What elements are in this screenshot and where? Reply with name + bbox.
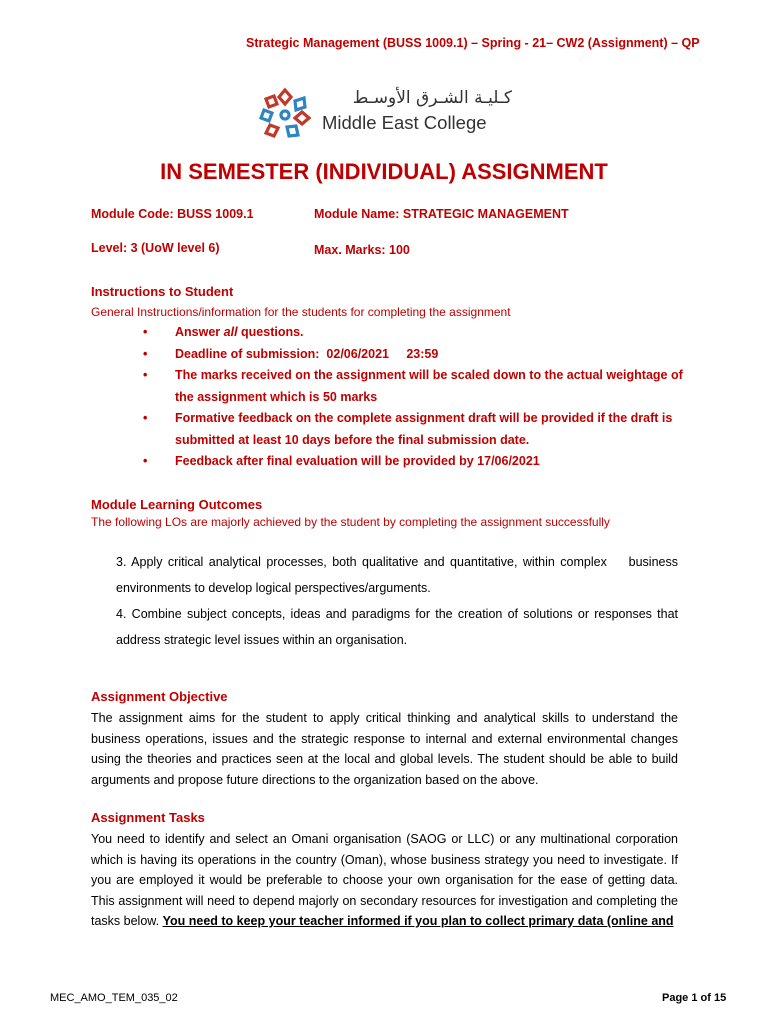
bullet-icon: • — [143, 454, 148, 468]
instruction-text: Answer — [175, 325, 224, 339]
tasks-paragraph — [91, 829, 678, 932]
page-number: Page 1 of 15 — [662, 992, 727, 1004]
module-code: Module Code: BUSS 1009.1 — [91, 207, 254, 221]
tasks-text: You need to identify and select an Omani organisation (SAOG or LLC) or any multinational corporation which is having its operations in the country (Oman), whose business strategy you need to investigate. If you are employed it would be preferable to choose your own organisation for the ease of getting data. This assignment will need to depend majorly on secondary resources for investigation and completing the tasks below. — [91, 832, 678, 928]
instructions-list — [91, 322, 691, 473]
college-name-arabic: كـليـة الشـرق الأوسـط — [352, 88, 512, 108]
instruction-text: questions. — [237, 325, 304, 339]
template-code: MEC_AMO_TEM_035_02 — [50, 992, 178, 1004]
module-name: Module Name: STRATEGIC MANAGEMENT — [314, 207, 569, 221]
outcomes-heading: Module Learning Outcomes — [91, 497, 263, 512]
college-name-english: Middle East College — [322, 112, 487, 133]
learning-outcome-3: 3. Apply critical analytical processes, both qualitative and quantitative, within complex business environments to develop logical perspectives/arguments. — [116, 555, 682, 595]
module-level: Level: 3 (UoW level 6) — [91, 241, 220, 255]
instruction-text: Formative feedback on the complete assignment draft will be provided if the draft is submitted at least 10 days before the final submission date. — [175, 411, 673, 447]
instructions-heading: Instructions to Student — [91, 284, 234, 299]
learning-outcomes — [116, 549, 682, 653]
max-marks: Max. Marks: 100 — [314, 243, 410, 257]
college-logo — [256, 86, 516, 142]
bullet-icon: • — [143, 368, 148, 382]
tasks-emphasis: You need to keep your teacher informed if you plan to collect primary data (online and — [162, 914, 674, 928]
objective-text: The assignment aims for the student to apply critical thinking and analytical skills to understand the business operations, issues and the strategic response to internal and external environmental changes using the theories and practices seen at the local and global levels. The student should be able to build arguments and propose future directions to the organization based on the above. — [91, 711, 678, 787]
instruction-item — [91, 408, 691, 451]
learning-outcome-4: 4. Combine subject concepts, ideas and paradigms for the creation of solutions or responses that address strategic level issues within an organisation. — [116, 607, 678, 647]
college-logo-mark-icon — [256, 86, 314, 142]
document-header: Strategic Management (BUSS 1009.1) – Spring - 21– CW2 (Assignment) – QP — [246, 36, 700, 50]
instructions-subheading: General Instructions/information for the students for completing the assignment — [91, 305, 511, 319]
bullet-icon: • — [143, 411, 148, 425]
instruction-item — [91, 322, 691, 344]
instruction-item — [91, 344, 691, 366]
instruction-emphasis: all — [223, 325, 238, 339]
instruction-item — [91, 451, 691, 473]
bullet-icon: • — [143, 325, 148, 339]
instruction-item — [91, 365, 691, 408]
instruction-deadline: Deadline of submission: 02/06/2021 23:59 — [175, 346, 439, 361]
assignment-title: IN SEMESTER (INDIVIDUAL) ASSIGNMENT — [160, 159, 608, 184]
bullet-icon: • — [143, 346, 148, 361]
instruction-text: The marks received on the assignment will be scaled down to the actual weightage of the assignment which is 50 marks — [175, 368, 683, 404]
outcomes-subheading: The following LOs are majorly achieved by the student by completing the assignment successfully — [91, 515, 610, 529]
tasks-heading: Assignment Tasks — [91, 810, 205, 825]
objective-heading: Assignment Objective — [91, 689, 228, 704]
instruction-text: Feedback after final evaluation will be provided by 17/06/2021 — [175, 454, 540, 468]
